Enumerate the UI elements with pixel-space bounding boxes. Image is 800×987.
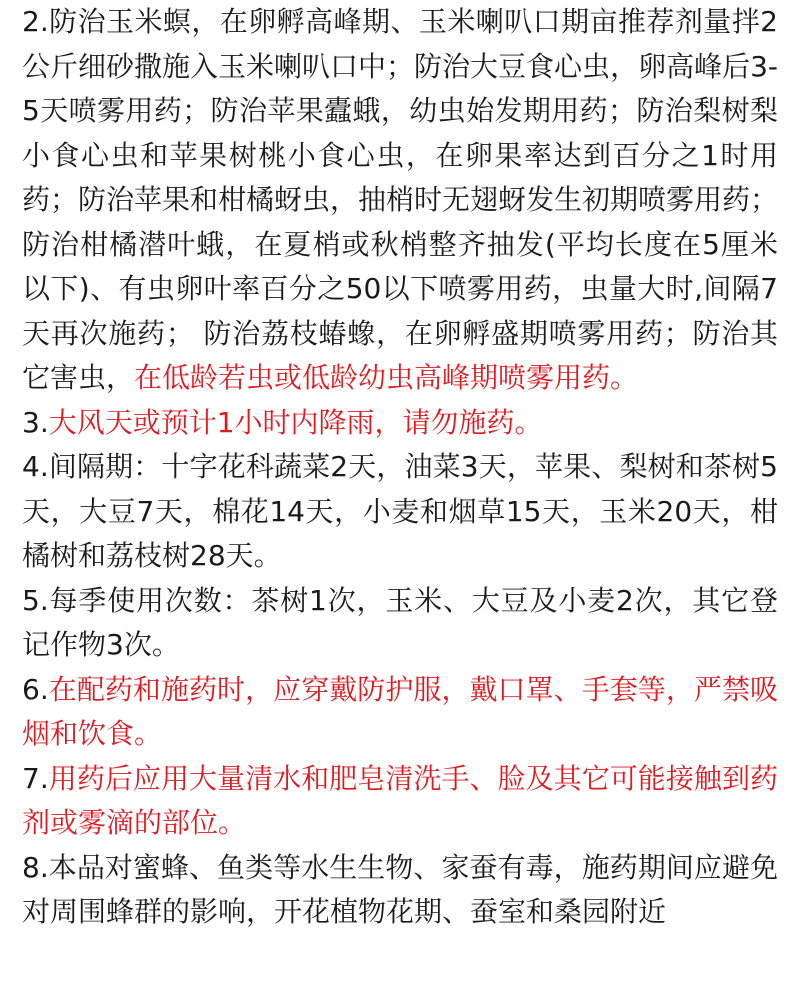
item-3-warning: 大风天或预计1小时内降雨，请勿施药。	[48, 405, 543, 439]
item-8	[22, 846, 778, 935]
item-5-number: 5.	[22, 583, 49, 617]
item-8-number: 8.	[22, 850, 49, 884]
item-3-number: 3.	[22, 405, 49, 439]
item-5	[22, 579, 778, 668]
item-7-number: 7.	[22, 761, 49, 795]
item-6-warning: 在配药和施药时，应穿戴防护服，戴口罩、手套等，严禁吸烟和饮食。	[22, 672, 778, 750]
item-4-text: 间隔期：十字花科蔬菜2天，油菜3天，苹果、梨树和茶树5天，大豆7天，棉花14天，小麦和烟草15天，玉米20天，柑橘树和荔枝树28天。	[22, 450, 778, 572]
item-6	[22, 668, 778, 757]
item-2-warning: 在低龄若虫或低龄幼虫高峰期喷雾用药。	[134, 361, 639, 394]
item-4	[22, 445, 778, 579]
item-5-text: 每季使用次数：茶树1次，玉米、大豆及小麦2次，其它登记作物3次。	[22, 583, 778, 661]
item-4-number: 4.	[22, 450, 49, 483]
item-7	[22, 757, 778, 846]
item-7-warning: 用药后应用大量清水和肥皂清洗手、脸及其它可能接触到药剂或雾滴的部位。	[22, 761, 778, 839]
item-2-number: 2.	[22, 5, 49, 38]
item-3	[22, 401, 778, 446]
item-6-number: 6.	[22, 672, 49, 706]
item-8-text: 本品对蜜蜂、鱼类等水生生物、家蚕有毒，施药期间应避免对周围蜂群的影响，开花植物花期、蚕室和桑园附近	[22, 850, 778, 928]
item-2-text: 防治玉米螟，在卵孵高峰期、玉米喇叭口期亩推荐剂量拌2公斤细砂撒施入玉米喇叭口中；防治大豆食心虫，卵高峰后3-5天喷雾用药；防治苹果蠹蛾，幼虫始发期用药；防治梨树梨小食心虫和苹果树桃小食心虫，在卵果率达到百分之1时用药；防治苹果和柑橘蚜虫，抽梢时无翅蚜发生初期喷雾用药；防治柑橘潜叶蛾，在夏梢或秋梢整齐抽发(平均长度在5厘米以下)、有虫卵叶率百分之50以下喷雾用药，虫量大时,间隔7天再次施药； 防治荔枝蝽蟓，在卵孵盛期喷雾用药；防治其它害虫，	[22, 5, 779, 394]
item-2	[22, 0, 778, 401]
